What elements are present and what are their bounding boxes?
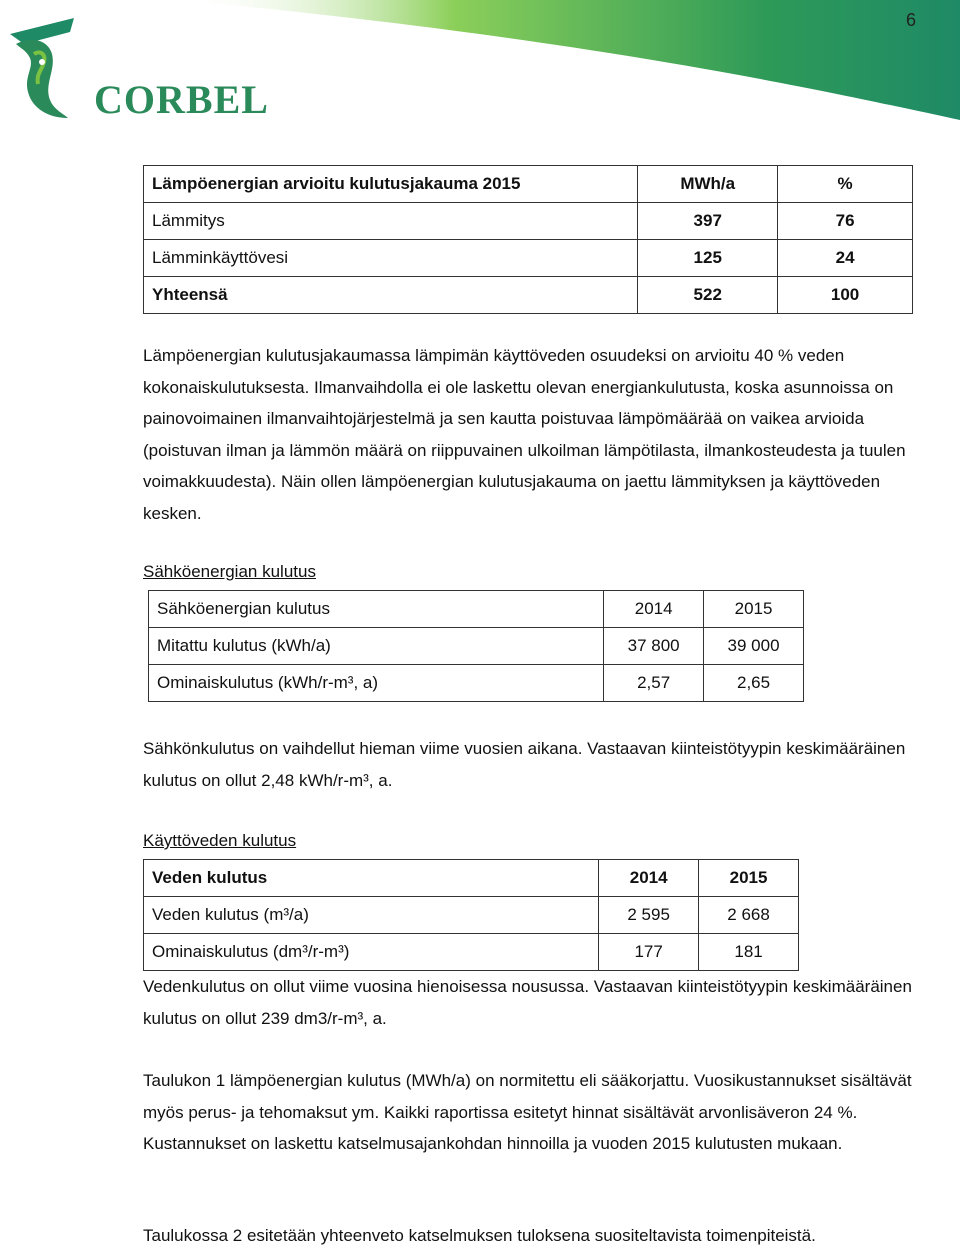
table-header-cell: 2014 <box>604 591 704 628</box>
paragraph-water: Vedenkulutus on ollut viime vuosina hienoisessa nousussa. Vastaavan kiinteistötyypin keskimääräinen kulutus on ollut 239 dm3/r-m³, a. <box>143 977 912 1028</box>
page-number: 6 <box>905 10 916 30</box>
table-cell: Lämmitys <box>144 203 638 240</box>
heading-electricity: Sähköenergian kulutus <box>143 562 316 581</box>
table-row <box>149 628 804 665</box>
table-cell: 37 800 <box>604 628 704 665</box>
table-cell: Yhteensä <box>144 277 638 314</box>
table-row <box>144 240 913 277</box>
table-header-cell: 2015 <box>699 860 799 897</box>
table-cell: 125 <box>638 240 778 277</box>
table-cell: 2,57 <box>604 665 704 702</box>
table-cell: 2,65 <box>704 665 804 702</box>
table-header-cell: 2014 <box>599 860 699 897</box>
water-table <box>143 859 799 971</box>
paragraph-notes: Taulukon 1 lämpöenergian kulutus (MWh/a) on normitettu eli sääkorjattu. Vuosikustannukset sisältävät myös perus- ja tehomaksut ym. Kaikki raportissa esitetyt hinnat sisältävät arvonlisäveron 24 %. Kustannukset on laskettu katselmusajankohdan hinnoilla ja vuoden 2015 kulutusten mukaan. <box>143 1071 912 1153</box>
table-row <box>144 934 799 971</box>
table-header-cell: % <box>778 166 913 203</box>
electricity-table <box>148 590 804 702</box>
table-cell: 397 <box>638 203 778 240</box>
table-cell: 2 595 <box>599 897 699 934</box>
table-row <box>149 665 804 702</box>
table-header-cell: 2015 <box>704 591 804 628</box>
paragraph-heat-distribution: Lämpöenergian kulutusjakaumassa lämpimän käyttöveden osuudeksi on arvioitu 40 % veden kokonaiskulutuksesta. Ilmanvaihdolla ei ole laskettu olevan energiankulutusta, koska asunnoissa on painovoimainen ilmanvaihtojärjestelmä ja sen kautta poistuvaa lämpömäärää on vaikea arvioida (poistuvan ilman ja lämmön määrä on riippuvainen ulkoilman lämpötilasta, ilmankosteudesta ja tuulen voimakkuudesta). Näin ollen lämpöenergian kulutusjakauma on jaettu lämmityksen ja käyttöveden kesken. <box>143 346 906 523</box>
table-row <box>144 203 913 240</box>
table-header-cell: MWh/a <box>638 166 778 203</box>
table-cell: 522 <box>638 277 778 314</box>
table-header-row <box>149 591 804 628</box>
table-cell: Lämminkäyttövesi <box>144 240 638 277</box>
table-header-row <box>144 860 799 897</box>
table-cell: 24 <box>778 240 913 277</box>
table-cell: Veden kulutus (m³/a) <box>144 897 599 934</box>
paragraph-final: Taulukossa 2 esitetään yhteenveto katselmuksen tuloksena suositeltavista toimenpiteistä. <box>143 1226 816 1245</box>
paragraph-electricity: Sähkönkulutus on vaihdellut hieman viime vuosien aikana. Vastaavan kiinteistötyypin keskimääräinen kulutus on ollut 2,48 kWh/r-m³, a. <box>143 739 906 790</box>
table-cell: Ominaiskulutus (kWh/r-m³, a) <box>149 665 604 702</box>
table-cell: 100 <box>778 277 913 314</box>
table-header-row <box>144 166 913 203</box>
table-total-row <box>144 277 913 314</box>
heading-water: Käyttöveden kulutus <box>143 831 297 850</box>
table-cell: 177 <box>599 934 699 971</box>
logo-emblem-icon <box>4 14 104 124</box>
heat-energy-table <box>143 165 913 314</box>
logo-text: CORBEL <box>94 77 269 122</box>
table-cell: 76 <box>778 203 913 240</box>
table-cell: Ominaiskulutus (dm³/r-m³) <box>144 934 599 971</box>
table-header-cell: Lämpöenergian arvioitu kulutusjakauma 2015 <box>144 166 638 203</box>
table-cell: 181 <box>699 934 799 971</box>
table-cell: 39 000 <box>704 628 804 665</box>
table-cell: 2 668 <box>699 897 799 934</box>
corbel-logo <box>4 14 269 124</box>
table-row <box>144 897 799 934</box>
table-cell: Mitattu kulutus (kWh/a) <box>149 628 604 665</box>
table-header-cell: Sähköenergian kulutus <box>149 591 604 628</box>
table-header-cell: Veden kulutus <box>144 860 599 897</box>
